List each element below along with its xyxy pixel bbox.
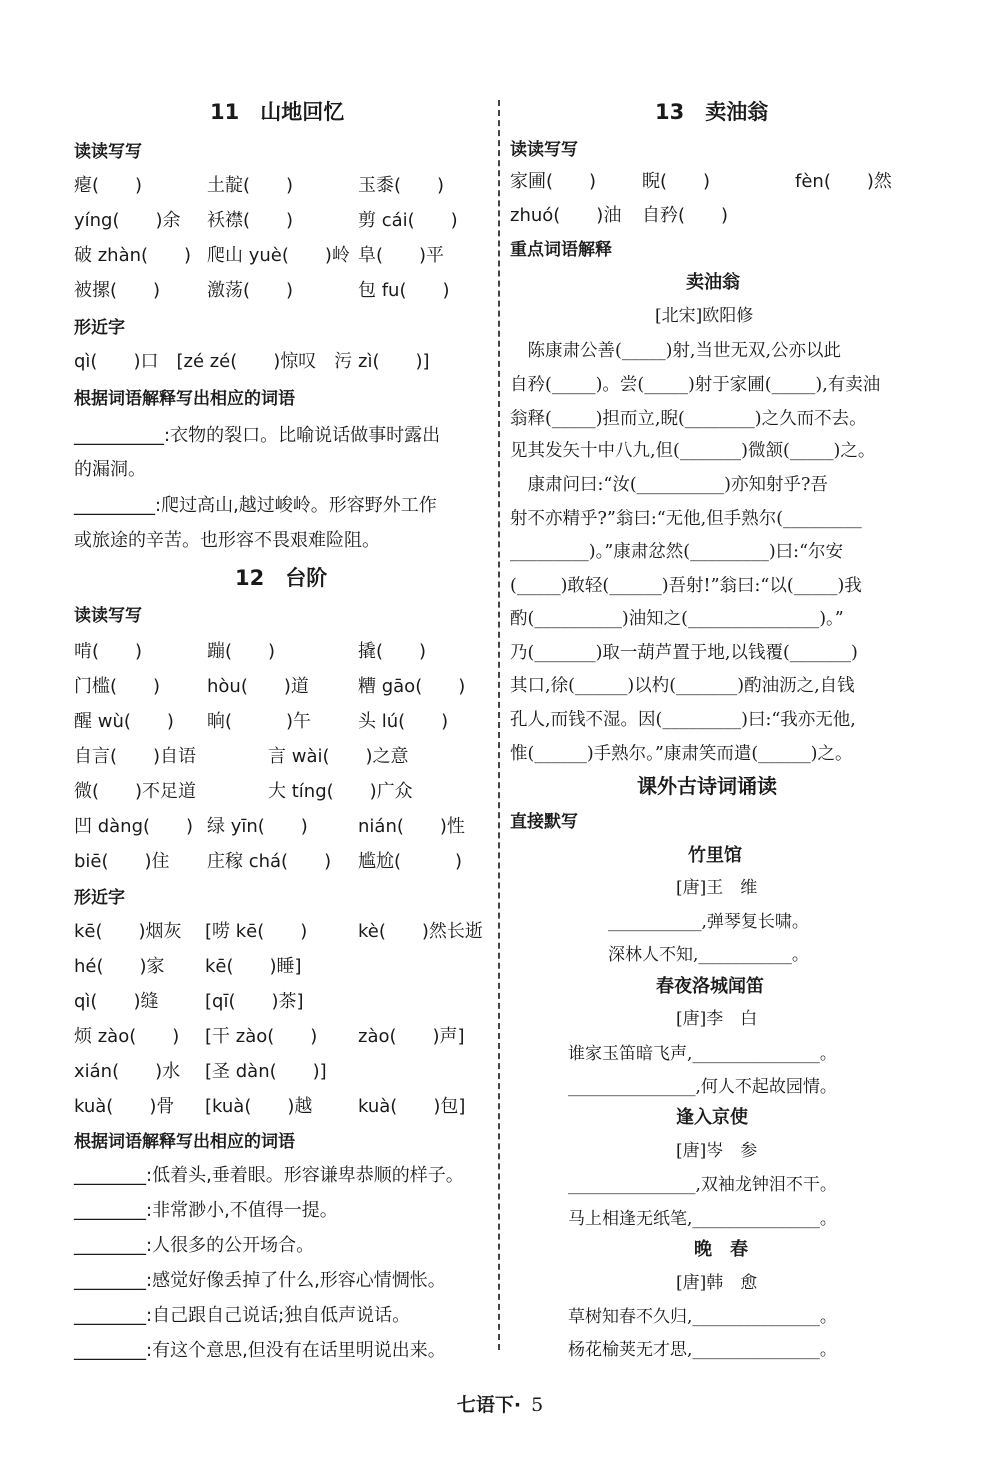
poem-line: 深林人不知,___________。 — [608, 945, 809, 965]
poem-author: [唐]岑 参 — [676, 1141, 758, 1161]
s12-word: 大 tíng( )广众 — [268, 781, 413, 802]
text-line: 酌(__________)油知之(_______________)。” — [510, 609, 844, 629]
s12-definition: ________:自己跟自己说话;独自低声说话。 — [74, 1305, 411, 1326]
s12-word: 庄稼 chá( ) — [207, 851, 332, 872]
direct-dictation-heading: 直接默写 — [510, 812, 578, 832]
s12-word: 门槛( ) — [74, 676, 161, 697]
text-line: 乃(_______)取一葫芦置于地,以钱覆(_______) — [510, 643, 858, 663]
s11-definition: 的漏洞。 — [74, 459, 146, 480]
poem-author: [唐]李 白 — [676, 1009, 758, 1029]
page-footer — [0, 1390, 1000, 1417]
footer-label: 七语下· — [456, 1394, 522, 1416]
s12-word: 头 lú( ) — [358, 711, 449, 732]
s12-word: 自言( )自语 — [74, 746, 197, 767]
page-number: 5 — [531, 1394, 544, 1416]
section-13-title: 13 卖油翁 — [655, 100, 769, 124]
poem-author: [唐]韩 愈 — [676, 1273, 758, 1293]
s12-definition: ________:低着头,垂着眼。形容谦卑恭顺的样子。 — [74, 1165, 464, 1186]
s12-word: 啃( ) — [74, 641, 143, 662]
poem-author: [唐]王 维 — [676, 878, 758, 898]
s12-similar-char: kē( )烟灰 — [74, 921, 182, 942]
s12-similar-char: hé( )家 — [74, 956, 165, 977]
s11-definition: 或旅途的辛苦。也形容不畏艰难险阻。 — [74, 530, 380, 551]
text-line: 孔人,而钱不湿。因(_________)曰:“我亦无他, — [510, 710, 856, 730]
s13-word: 睨( ) — [642, 171, 711, 192]
s11-word: 剪 cái( ) — [358, 210, 458, 231]
text-line: _________)。”康肃忿然(_________)曰:“尔安 — [510, 542, 844, 562]
s12-word: 凹 dàng( ) — [74, 816, 194, 837]
s12-word: 晌( )午 — [207, 711, 312, 732]
poem-title: 春夜洛城闻笛 — [656, 976, 764, 997]
s12-similar-char: kuà( )骨 — [74, 1096, 175, 1117]
poem-line: ___________,弹琴复长啸。 — [608, 912, 809, 932]
s11-word: 瘪( ) — [74, 175, 143, 196]
s12-definition: ________:非常渺小,不值得一提。 — [74, 1200, 338, 1221]
s12-word: 尴尬( ) — [358, 851, 463, 872]
s12-similar-char: [圣 dàn( )] — [205, 1061, 327, 1082]
poem-line: _______________,双袖龙钟泪不干。 — [568, 1175, 837, 1195]
poem-line: 谁家玉笛暗飞声,_______________。 — [568, 1044, 837, 1064]
s12-similar-char: qì( )缝 — [74, 991, 159, 1012]
s12-word: 言 wài( )之意 — [268, 746, 409, 767]
s11-word: 被摞( ) — [74, 280, 161, 301]
section-12-read-write-heading: 读读写写 — [74, 606, 142, 626]
s11-word: yíng( )余 — [74, 210, 181, 231]
s12-similar-char: 烦 zào( ) — [74, 1026, 180, 1047]
poem-title: 晚 春 — [694, 1239, 748, 1260]
text-line: (_____)敢轻(______)吾射!”翁曰:“以(_____)我 — [510, 576, 862, 596]
s11-word: 玉黍( ) — [358, 175, 445, 196]
s12-similar-char: [qī( )茶] — [205, 991, 304, 1012]
s12-similar-char: xián( )水 — [74, 1061, 181, 1082]
text-author: [北宋]欧阳修 — [655, 306, 754, 326]
section-11-similar-chars-heading: 形近字 — [74, 318, 125, 338]
section-12-title: 12 台阶 — [235, 566, 328, 590]
s11-word: 土靛( ) — [207, 175, 294, 196]
key-words-heading: 重点词语解释 — [510, 240, 612, 260]
text-line: 射不亦精乎?”翁曰:“无他,但手熟尔(_________ — [510, 509, 862, 529]
s11-word: 激荡( ) — [207, 280, 294, 301]
text-line: 惟(______)手熟尔。”康肃笑而遣(______)之。 — [510, 744, 853, 764]
s11-similar-chars: qì( )口 [zé zé( )惊叹 污 zì( )] — [74, 351, 430, 372]
poem-title: 竹里馆 — [688, 845, 742, 866]
section-13-read-write-heading: 读读写写 — [510, 140, 578, 160]
s12-similar-char: zào( )声] — [358, 1026, 465, 1047]
s12-similar-char: kē( )睡] — [205, 956, 302, 977]
s12-word: 撬( ) — [358, 641, 427, 662]
s12-word: 微( )不足道 — [74, 781, 197, 802]
extracurricular-poems-title: 课外古诗词诵读 — [637, 774, 777, 798]
s12-definition: ________:感觉好像丢掉了什么,形容心情惆怅。 — [74, 1270, 446, 1291]
s12-word: 绿 yīn( ) — [207, 816, 308, 837]
s12-similar-char: [唠 kē( ) — [205, 921, 308, 942]
s12-similar-char: kuà( )包] — [358, 1096, 466, 1117]
s12-similar-char: [kuà( )越 — [205, 1096, 313, 1117]
s11-definition: _________:爬过高山,越过峻岭。形容野外工作 — [74, 495, 437, 516]
text-line: 见其发矢十中八九,但(_______)微颔(_____)之。 — [510, 441, 876, 461]
s11-definition: __________:衣物的裂口。比喻说话做事时露出 — [74, 425, 441, 446]
s11-word: 爬山 yuè( )岭 — [207, 245, 350, 266]
section-12-similar-chars-heading: 形近字 — [74, 888, 125, 908]
poem-line: _______________,何人不起故园情。 — [568, 1077, 837, 1097]
s13-word: fèn( )然 — [795, 171, 892, 192]
s12-word: 蹦( ) — [207, 641, 276, 662]
s12-similar-char: kè( )然长逝 — [358, 921, 483, 942]
text-line: 翁释(_____)担而立,睨(________)之久而不去。 — [510, 409, 867, 429]
poem-line: 杨花榆荚无才思,_______________。 — [568, 1340, 837, 1360]
s12-word: hòu( )道 — [207, 676, 309, 697]
text-title: 卖油翁 — [686, 272, 740, 293]
s11-word: 包 fu( ) — [358, 280, 450, 301]
s12-word: nián( )性 — [358, 816, 465, 837]
section-11-definition-heading: 根据词语解释写出相应的词语 — [74, 389, 295, 409]
s12-similar-char: [干 zào( ) — [205, 1026, 318, 1047]
s12-word: biē( )住 — [74, 851, 170, 872]
s12-word: 糟 gāo( ) — [358, 676, 466, 697]
poem-line: 马上相逢无纸笔,_______________。 — [568, 1209, 837, 1229]
column-divider — [498, 100, 500, 1350]
s13-word: 自矜( ) — [642, 205, 729, 226]
s13-word: zhuó( )油 — [510, 205, 622, 226]
s12-definition: ________:有这个意思,但没有在话里明说出来。 — [74, 1340, 446, 1361]
text-line: 自矜(_____)。尝(_____)射于家圃(_____),有卖油 — [510, 375, 881, 395]
section-11-title: 11 山地回忆 — [210, 100, 345, 124]
section-12-definition-heading: 根据词语解释写出相应的词语 — [74, 1132, 295, 1152]
poem-line: 草树知春不久归,_______________。 — [568, 1307, 837, 1327]
text-line: 康肃问曰:“汝(__________)亦知射乎?吾 — [510, 475, 828, 495]
s13-word: 家圃( ) — [510, 171, 597, 192]
s11-word: 阜( )平 — [358, 245, 445, 266]
s12-word: 醒 wù( ) — [74, 711, 174, 732]
s12-definition: ________:人很多的公开场合。 — [74, 1235, 315, 1256]
text-line: 其口,徐(______)以杓(_______)酌油沥之,自钱 — [510, 676, 855, 696]
section-11-read-write-heading: 读读写写 — [74, 142, 142, 162]
poem-title: 逢入京使 — [676, 1107, 748, 1128]
text-line: 陈康肃公善(_____)射,当世无双,公亦以此 — [510, 341, 842, 361]
s11-word: 破 zhàn( ) — [74, 245, 192, 266]
s11-word: 袄襟( ) — [207, 210, 294, 231]
